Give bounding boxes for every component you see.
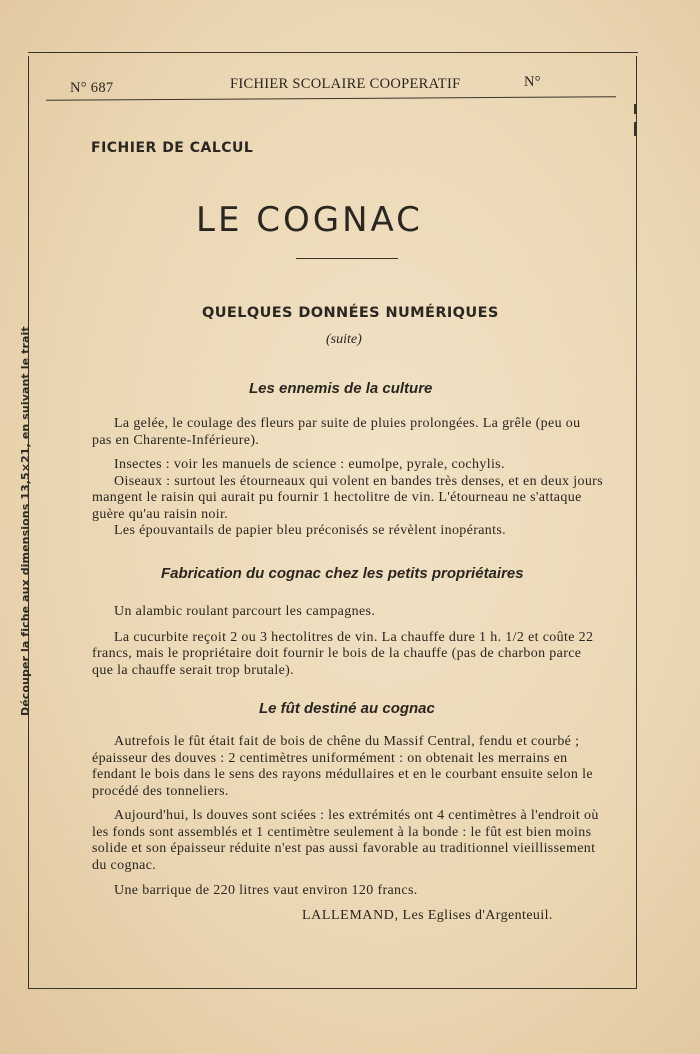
paragraph: Autrefois le fût était fait de bois de chêne du Massif Central, fendu et courbé ; épaisseur des douves : 2 centimètres uniformément : on obtenait les merrains en fendant le bois dans le sens des rayons médullaires et en le courbant ensuite selon le procédé des tonneliers. [92, 734, 593, 799]
frame-top-rule [28, 52, 638, 53]
cutting-instruction: Découper la fiche aux dimensions 13,5×21, en suivant le trait [19, 326, 32, 716]
paragraph: Une barrique de 220 litres vaut environ 120 francs. [114, 883, 418, 898]
subheading-note: (suite) [326, 332, 362, 347]
sheet-number-right: N° [524, 74, 541, 90]
paragraph: La gelée, le coulage des fleurs par suite de pluies prolongées. La grêle (peu ou pas en Charente-Inférieure). [92, 416, 581, 448]
title-underline [296, 258, 398, 259]
paragraph: Oiseaux : surtout les étourneaux qui volent en bandes très denses, et en deux jours mangent le raisin qui aurait pu fournir 1 hectolitre de vin. L'étourneau ne s'attaque guère qu'au raisin noir. [92, 473, 603, 522]
header-title: FICHIER SCOLAIRE COOPERATIF [230, 76, 461, 92]
page-title: LE COGNAC [196, 200, 423, 240]
section-body-fut [92, 734, 608, 900]
section-body-ennemis [92, 416, 604, 540]
section-title-fut: Le fût destiné au cognac [259, 700, 435, 717]
paragraph: Les épouvantails de papier bleu préconisés se révèlent inopérants. [114, 523, 507, 538]
author-place: Les Eglises d'Argenteuil. [402, 908, 553, 923]
sheet-number: N° 687 [70, 80, 114, 96]
author-signature [302, 908, 553, 924]
header [48, 72, 620, 98]
frame-tick-mark [634, 104, 636, 114]
paragraph: La cucurbite reçoit 2 ou 3 hectolitres de vin. La chauffe dure 1 h. 1/2 et coûte 22 francs, mais le propriétaire doit fournir le bois de la chauffe (pas de charbon parce que la chauffe serait trop brutale). [92, 629, 594, 678]
section-title-fabrication: Fabrication du cognac chez les petits propriétaires [161, 565, 524, 582]
frame-tick-mark [634, 122, 636, 136]
author-name: LALLEMAND, [302, 908, 399, 923]
section-title-ennemis: Les ennemis de la culture [249, 380, 433, 397]
file-category: FICHIER DE CALCUL [91, 140, 254, 156]
paragraph: Un alambic roulant parcourt les campagnes. [114, 604, 376, 619]
subheading: QUELQUES DONNÉES NUMÉRIQUES [202, 305, 499, 321]
paragraph: Aujourd'hui, ls douves sont sciées : les extrémités ont 4 centimètres à l'endroit où les fonds sont assemblés et 1 centimètre seulement à la bonde : le fût est bien moins solide et son épaisseur réduite n'est pas aussi favorable au traditionnel vieillissement du cognac. [92, 808, 599, 873]
paragraph: Insectes : voir les manuels de science : eumolpe, pyrale, cochylis. [114, 457, 505, 472]
section-body-fabrication [92, 604, 604, 679]
